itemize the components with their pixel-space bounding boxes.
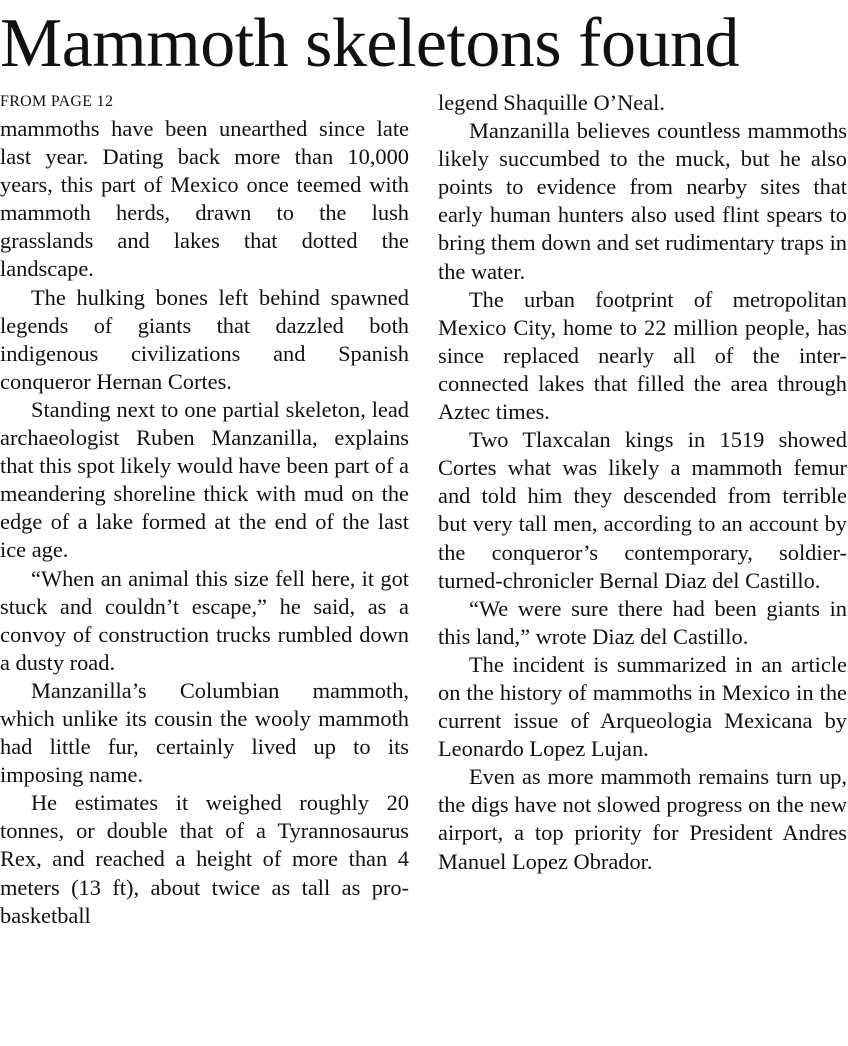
paragraph: Manzanilla believes countless mammoths likely succumbed to the muck, but he also points to evidence from nearby sites that early human hunters also used flint spears to bring them down and set rudimentary traps in the water.	[438, 118, 847, 284]
article-column-right	[438, 89, 847, 876]
paragraph: legend Shaquille O’Neal.	[438, 90, 665, 115]
paragraph: The urban footprint of metropolitan Mexico City, home to 22 million people, has since replaced nearly all of the inter-connected lakes that filled the area through Aztec times.	[438, 286, 847, 425]
paragraph: He estimates it weighed roughly 20 tonnes, or double that of a Tyrannosaurus Rex, and reached a height of more than 4 meters (13 ft), about twice as tall as pro-basketball	[0, 790, 409, 928]
jump-line: FROM PAGE 12	[0, 93, 114, 110]
paragraph: Even as more mammoth remains turn up, the digs have not slowed progress on the new airport, a top priority for President Andres Manuel Lopez Obrador.	[438, 764, 847, 874]
paragraph: mammoths have been unearthed since late last year. Dating back more than 10,000 years, this part of Mexico once teemed with mammoth herds, drawn to the lush grasslands and lakes that dotted the landscape.	[0, 116, 409, 282]
paragraph: Two Tlaxcalan kings in 1519 showed Cortes what was likely a mammoth femur and told him they descended from terrible but very tall men, according to an account by the conqueror’s contemporary, soldier-turned-chronicler Bernal Diaz del Castillo.	[438, 427, 847, 593]
paragraph: “We were sure there had been giants in this land,” wrote Diaz del Castillo.	[438, 595, 847, 649]
article-column-left	[0, 89, 409, 930]
paragraph: The incident is summarized in an article on the history of mammoths in Mexico in the current issue of Arqueologia Mexicana by Leonardo Lopez Lujan.	[438, 651, 847, 762]
headline: Mammoth skeletons found	[0, 5, 739, 82]
paragraph: “When an animal this size fell here, it got stuck and couldn’t escape,” he said, as a convoy of construction trucks rumbled down a dusty road.	[0, 565, 409, 675]
paragraph: The hulking bones left behind spawned legends of giants that dazzled both indigenous civilizations and Spanish conqueror Hernan Cortes.	[0, 284, 409, 394]
paragraph: Manzanilla’s Columbian mammoth, which unlike its cousin the wooly mammoth had little fur, certainly lived up to its imposing name.	[0, 677, 409, 788]
paragraph: Standing next to one partial skeleton, lead archaeologist Ruben Manzanilla, explains that this spot likely would have been part of a meandering shoreline thick with mud on the edge of a lake formed at the end of the last ice age.	[0, 396, 409, 563]
